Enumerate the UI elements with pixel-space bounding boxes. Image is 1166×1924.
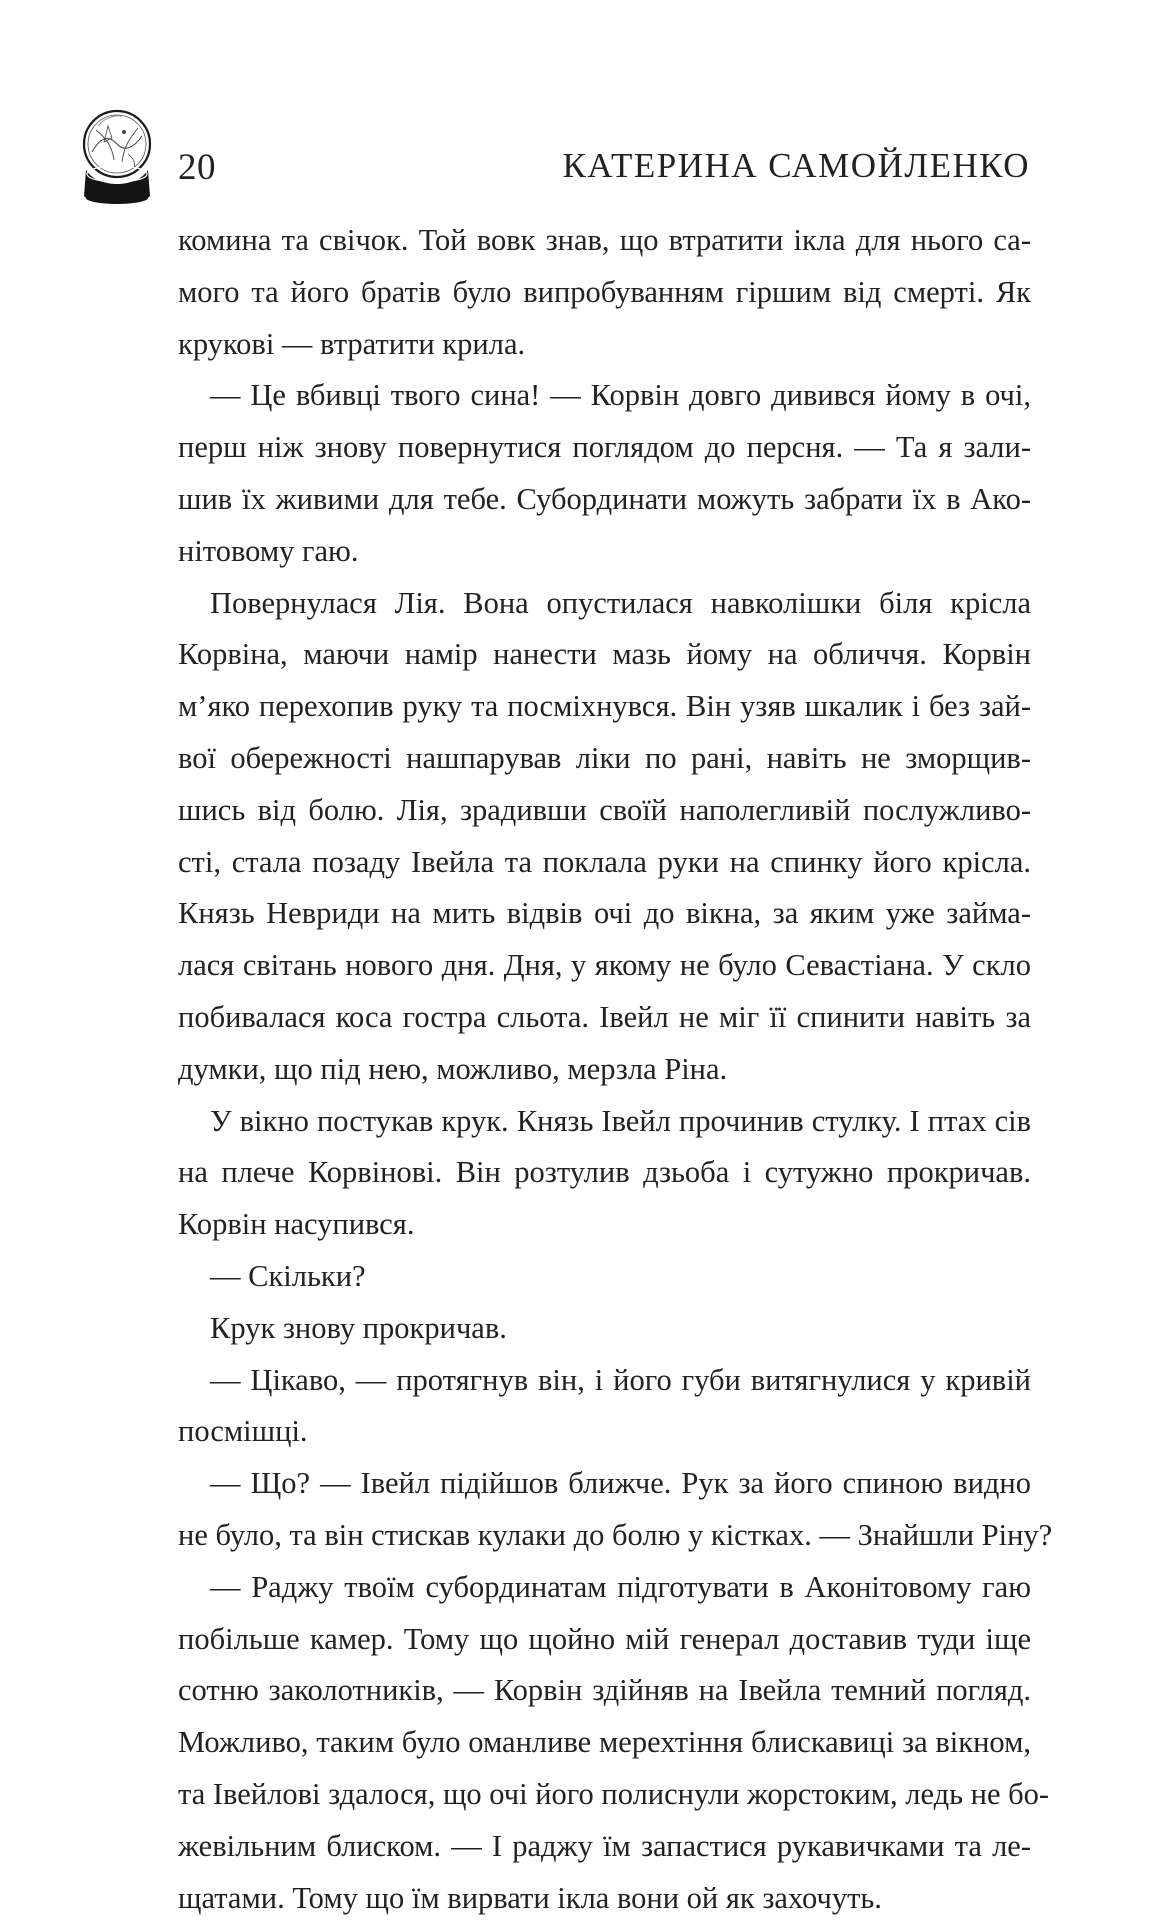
text-line: та Івейлові здалося, що очі його полиснули жорстоким, ледь не бо- (178, 1769, 1031, 1821)
text-line: лася світань нового дня. Дня, у якому не було Севастіана. У скло (178, 940, 1031, 992)
text-line: — Це вбивці твого сина! — Корвін довго дивився йому в очі, (178, 370, 1031, 422)
crystal-ball-emblem-icon (78, 108, 156, 212)
text-line: побивалася коса гостра сльота. Івейл не міг її спинити навіть за (178, 992, 1031, 1044)
text-line: Князь Невриди на мить відвів очі до вікна, за яким уже займа- (178, 888, 1031, 940)
page-header (78, 108, 1038, 212)
text-line: шив їх живими для тебе. Субординати можуть забрати їх в Ако- (178, 474, 1031, 526)
text-line: Корвін насупився. (178, 1199, 1031, 1251)
text-line: Корвіна, маючи намір нанести мазь йому на обличчя. Корвін (178, 629, 1031, 681)
text-line: Крук знову прокричав. (178, 1303, 1031, 1355)
text-line: сті, стала позаду Івейла та поклала руки на спинку його крісла. (178, 837, 1031, 889)
text-line: посмішці. (178, 1406, 1031, 1458)
running-head-author: КАТЕРИНА САМОЙЛЕНКО (562, 146, 1030, 186)
text-line: думки, що під нею, можливо, мерзла Ріна. (178, 1044, 1031, 1096)
text-line: — Що? — Івейл підійшов ближче. Рук за його спиною видно (178, 1458, 1031, 1510)
text-line: щатами. Тому що їм вирвати ікла вони ой як захочуть. (178, 1873, 1031, 1924)
text-line: — Раджу твоїм субординатам підготувати в Аконітовому гаю (178, 1562, 1031, 1614)
text-line: жевільним блиском. — І раджу їм запастися рукавичками та ле- (178, 1821, 1031, 1873)
text-line: мого та його братів було випробуванням гіршим від смерті. Як (178, 267, 1031, 319)
text-line: крукові — втратити крила. (178, 319, 1031, 371)
text-line: — Скільки? (178, 1251, 1031, 1303)
text-line: нітовому гаю. (178, 526, 1031, 578)
text-line: м’яко перехопив руку та посміхнувся. Він узяв шкалик і без зай- (178, 681, 1031, 733)
text-line: шись від болю. Лія, зрадивши своїй наполегливій послужливо- (178, 785, 1031, 837)
text-line: комина та свічок. Той вовк знав, що втратити ікла для нього са- (178, 215, 1031, 267)
text-line: У вікно постукав крук. Князь Івейл прочинив стулку. І птах сів (178, 1096, 1031, 1148)
text-line: перш ніж знову повернутися поглядом до персня. — Та я зали- (178, 422, 1031, 474)
text-line: Можливо, таким було оманливе мерехтіння блискавиці за вікном, (178, 1717, 1031, 1769)
text-line: Повернулася Лія. Вона опустилася навколішки біля крісла (178, 578, 1031, 630)
body-text (178, 215, 1031, 1924)
text-line: не було, та він стискав кулаки до болю у кістках. — Знайшли Ріну? (178, 1510, 1031, 1562)
page-number: 20 (178, 146, 216, 189)
text-line: сотню заколотників, — Корвін здійняв на Івейла темний погляд. (178, 1665, 1031, 1717)
text-line: на плече Корвінові. Він розтулив дзьоба і сутужно прокричав. (178, 1147, 1031, 1199)
text-line: побільше камер. Тому що щойно мій генерал доставив туди іще (178, 1614, 1031, 1666)
text-line: вої обережності нашпарував ліки по рані, навіть не зморщив- (178, 733, 1031, 785)
text-line: — Цікаво, — протягнув він, і його губи витягнулися у кривій (178, 1355, 1031, 1407)
